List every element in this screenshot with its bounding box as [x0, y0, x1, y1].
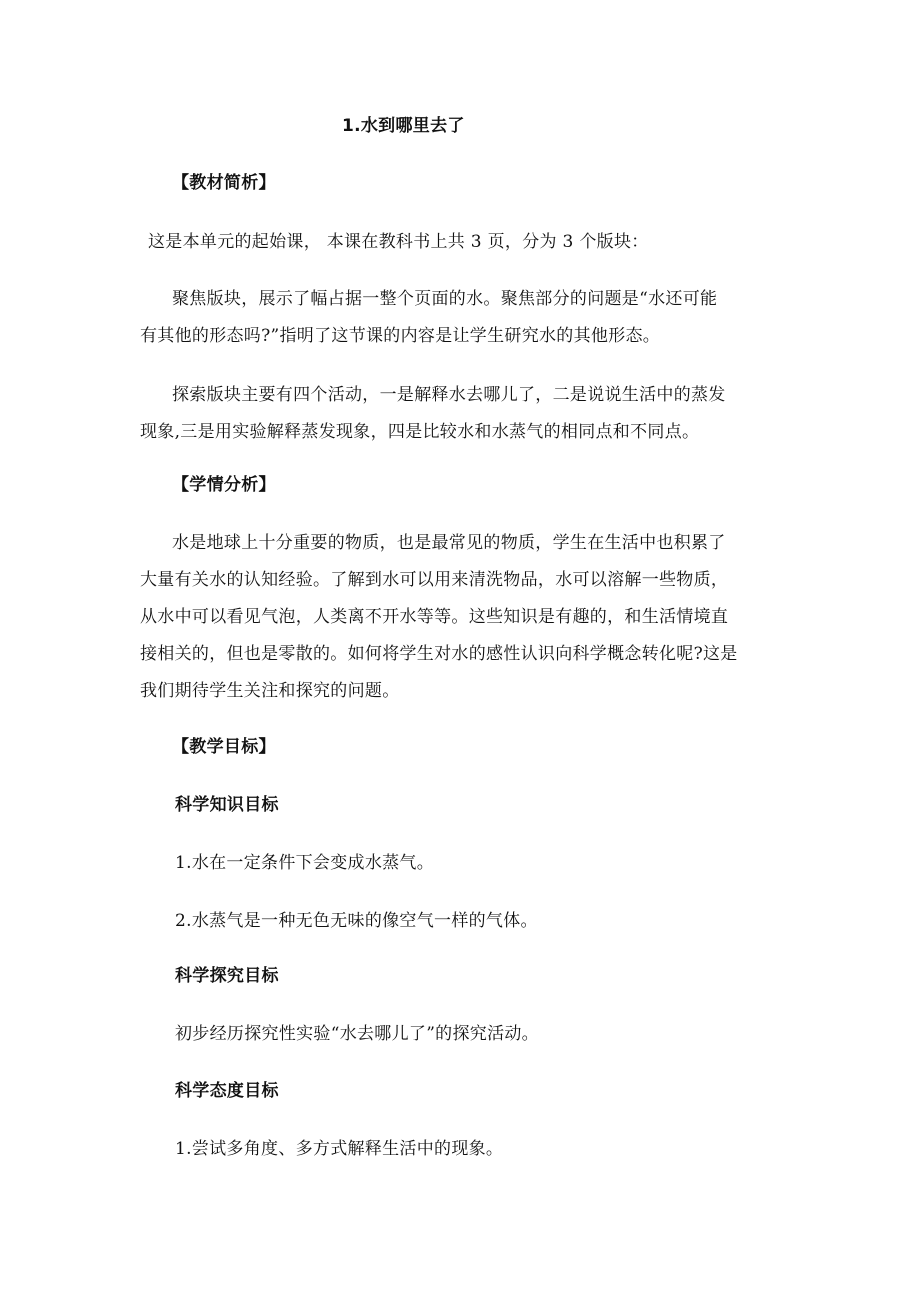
subsection-heading-inquiry-goals: 科学探究目标	[175, 966, 279, 986]
paragraph-line: 我们期待学生关注和探究的问题。	[140, 681, 400, 701]
section-heading-student-analysis: 【学情分析】	[172, 475, 276, 495]
subsection-heading-knowledge-goals: 科学知识目标	[175, 795, 279, 815]
subsection-heading-attitude-goals: 科学态度目标	[175, 1081, 279, 1101]
goal-item: 1.水在一定条件下会变成水蒸气。	[175, 853, 435, 873]
paragraph-line: 聚焦版块，展示了幅占据一整个页面的水。聚焦部分的问题是“水还可能	[172, 289, 718, 309]
section-heading-teaching-goals: 【教学目标】	[172, 737, 276, 757]
paragraph-line: 探索版块主要有四个活动，一是解释水去哪儿了，二是说说生活中的蒸发	[172, 385, 726, 405]
paragraph-line: 从水中可以看见气泡，人类离不开水等等。这些知识是有趣的，和生活情境直	[140, 607, 729, 627]
goal-item: 1.尝试多角度、多方式解释生活中的现象。	[175, 1139, 504, 1159]
paragraph-line: 现象,三是用实验解释蒸发现象，四是比较水和水蒸气的相同点和不同点。	[140, 422, 700, 442]
paragraph-line: 有其他的形态吗?”指明了这节课的内容是让学生研究水的其他形态。	[140, 326, 661, 346]
section-heading-textbook-analysis: 【教材简析】	[172, 173, 276, 193]
goal-item: 2.水蒸气是一种无色无味的像空气一样的气体。	[175, 911, 538, 931]
paragraph-line: 水是地球上十分重要的物质，也是最常见的物质，学生在生活中也积累了	[172, 533, 726, 553]
paragraph-line: 这是本单元的起始课， 本课在教科书上共 3 页，分为 3 个版块：	[148, 232, 649, 252]
paragraph-line: 大量有关水的认知经验。了解到水可以用来清洗物品，水可以溶解一些物质，	[140, 570, 729, 590]
document-title: 1.水到哪里去了	[342, 116, 465, 136]
goal-item: 初步经历探究性实验“水去哪儿了”的探究活动。	[175, 1024, 539, 1044]
paragraph-line: 接相关的，但也是零散的。如何将学生对水的感性认识向科学概念转化呢?这是	[140, 644, 738, 664]
